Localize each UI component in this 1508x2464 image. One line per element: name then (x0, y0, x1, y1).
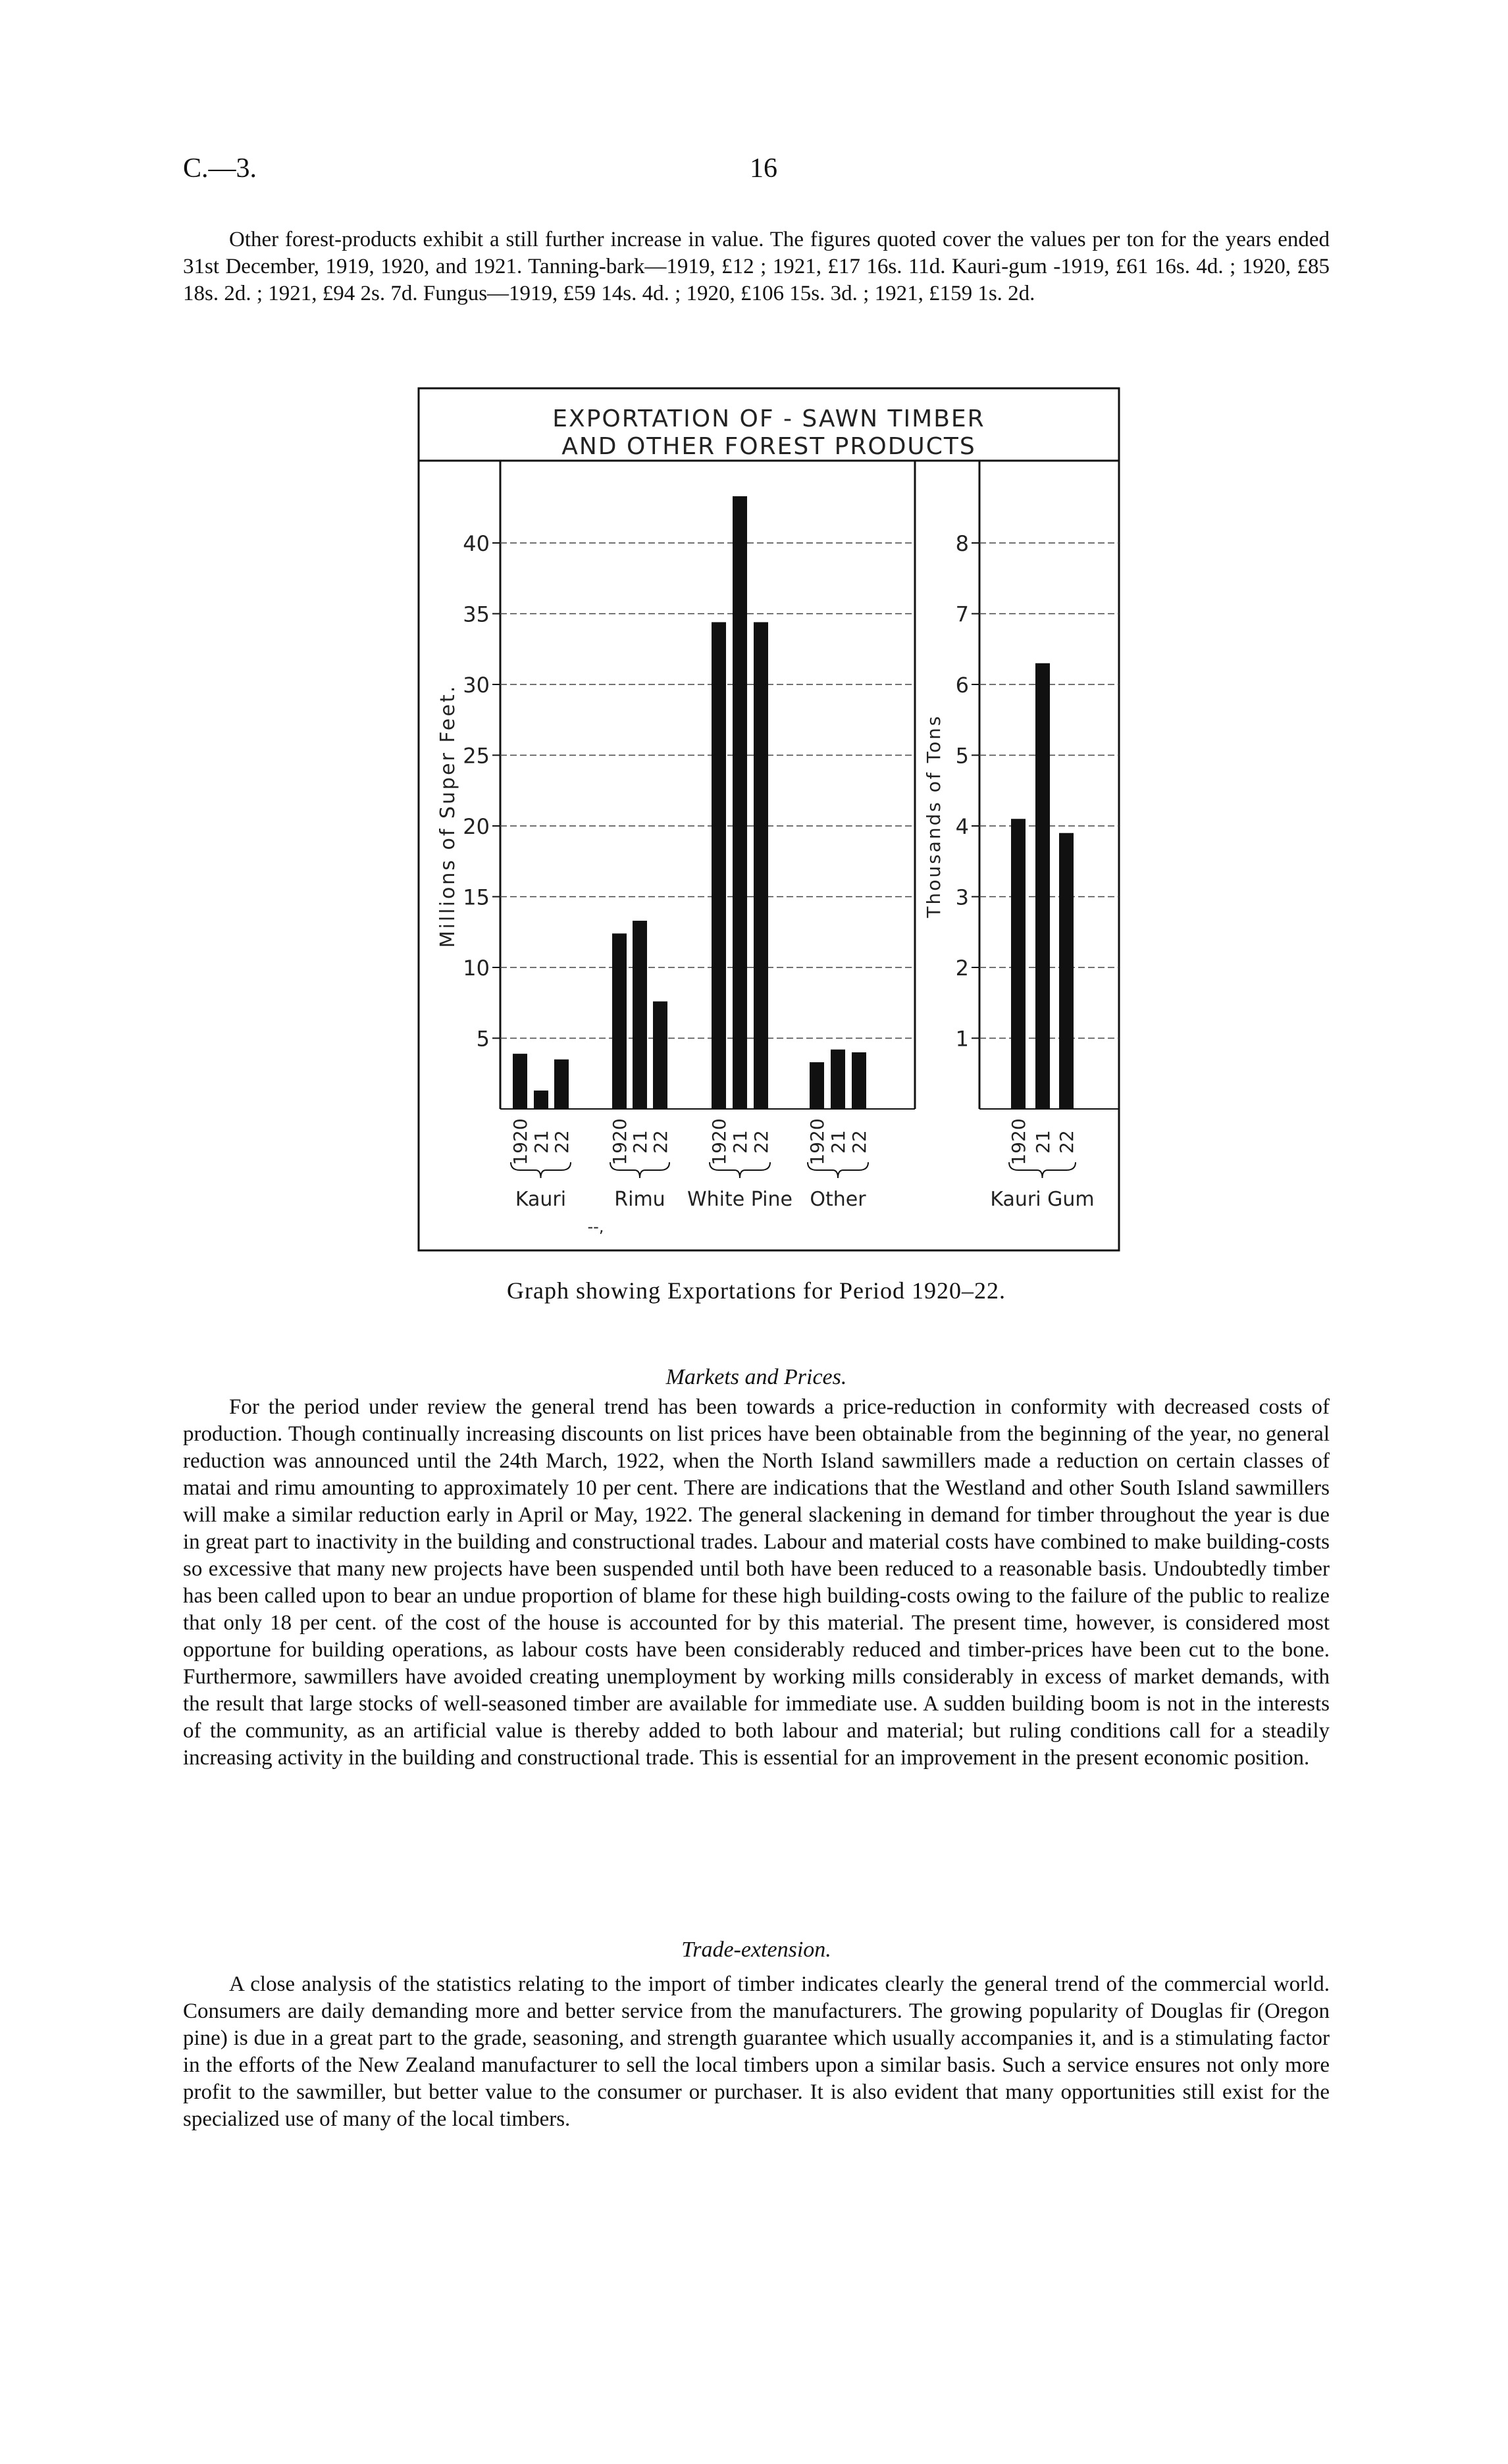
bar-kauri-gum (1035, 663, 1050, 1109)
right-tick-label: 3 (955, 885, 969, 910)
left-tick-label: 5 (476, 1026, 490, 1052)
year-label: 1920 (806, 1118, 828, 1166)
left-tick-label: 40 (463, 531, 490, 556)
chart-title-line2: AND OTHER FOREST PRODUCTS (561, 433, 976, 460)
bar-kauri-gum (1059, 833, 1074, 1109)
bar-kauri (513, 1054, 527, 1109)
left-tick-label: 10 (463, 956, 490, 981)
bar-white-pine (733, 496, 747, 1109)
group-label: White Pine (687, 1188, 793, 1211)
right-tick-label: 5 (955, 743, 969, 769)
bar-other (810, 1062, 824, 1109)
intro-text: Other forest-products exhibit a still further increase in value. The figures quoted cover the values per ton for the years ended 31st December, 1919, 1920, and 1921. Tanning-bark—1919, £12 ; 1921, £17 16s. 11d. Kauri-gum -1919, £61 16s. 4d. ; 1920, £85 18s. 2d. ; 1921, £94 2s. 7d. Fungus—1919, £59 14s. 4d. ; 1920, £106 15s. 3d. ; 1921, £159 1s. 2d. (183, 228, 1330, 305)
chart-bars (513, 496, 1074, 1109)
bar-other (852, 1052, 866, 1109)
left-axis-title: Millions of Super Feet. (436, 684, 459, 948)
left-tick-label: 25 (463, 743, 490, 769)
stray-mark: --, (587, 1218, 604, 1236)
year-label: 22 (551, 1130, 573, 1154)
group-label: Kauri Gum (990, 1188, 1095, 1211)
markets-text: For the period under review the general trend has been towards a price-reduction in conformity with decreased costs of production. Though continually increasing discounts on list prices have been obtainable from the beginning of the year, no general reduction was announced until the 24th March, 1922, when the North Island sawmillers made a reduction on certain classes of matai and rimu amounting to approximately 10 per cent. There are indications that the Westland and other South Island sawmillers will make a similar reduction early in April or May, 1922. The general slackening in demand for timber throughout the year is due in great part to inactivity in the building and constructional trades. Labour and material costs have combined to make building-costs so excessive that many new projects have been suspended until both have been reduced to a reasonable basis. Undoubtedly timber has been called upon to bear an undue proportion of blame for these high building-costs owing to the failure of the public to realize that only 18 per cent. of the cost of the house is accounted for by this material. The present time, however, is considered most opportune for building operations, as labour costs have been considerably reduced and timber-prices have been cut to the bone. Furthermore, sawmillers have avoided creating unemployment by working mills considerably in excess of market demands, with the result that large stocks of well-seasoned timber are available for immediate use. A sudden building boom is not in the interests of the community, as an artificial value is thereby added to both labour and material; but ruling conditions call for a steadily increasing activity in the building and constructional trade. This is essential for an improvement in the present economic position. (183, 1395, 1330, 1770)
year-label: 21 (629, 1130, 651, 1154)
page-number: 16 (750, 153, 777, 184)
year-label: 21 (827, 1130, 849, 1154)
bar-rimu (633, 921, 647, 1109)
year-label: 22 (650, 1130, 671, 1154)
bar-kauri (554, 1060, 569, 1109)
group-label: Kauri (515, 1188, 567, 1211)
markets-heading: Markets and Prices. (665, 1365, 847, 1389)
report-code: C.—3. (183, 153, 257, 184)
year-label: 22 (1056, 1130, 1078, 1154)
bar-white-pine (712, 622, 726, 1109)
year-label: 22 (750, 1130, 772, 1154)
bar-other (831, 1050, 845, 1109)
bar-kauri (534, 1091, 548, 1109)
year-label: 1920 (708, 1118, 730, 1166)
trade-text: A close analysis of the statistics relating to the import of timber indicates clearly the general trend of the commercial world. Consumers are daily demanding more and better service from the manufacturers. The growing popularity of Douglas fir (Oregon pine) is due in a great part to the grade, seasoning, and strength guarantee which usually accompanies it, and is a stimulating factor in the efforts of the New Zealand manufacturer to sell the local timbers upon a similar basis. Such a service ensures not only more profit to the sawmiller, but better value to the consumer or purchaser. It is also evident that many opportunities still exist for the specialized use of many of the local timbers. (183, 1972, 1330, 2131)
right-tick-label: 7 (955, 602, 969, 627)
right-tick-label: 6 (955, 673, 969, 698)
left-tick-label: 20 (463, 814, 490, 839)
left-tick-label: 35 (463, 602, 490, 627)
year-label: 21 (1032, 1130, 1054, 1154)
bar-rimu (612, 933, 627, 1109)
chart-title-line1: EXPORTATION OF - SAWN TIMBER (552, 405, 985, 432)
right-axis-title: Thousands of Tons (923, 714, 945, 918)
group-label: Other (810, 1188, 866, 1211)
right-tick-label: 8 (955, 531, 969, 556)
right-tick-label: 1 (955, 1026, 969, 1052)
year-label: 22 (848, 1130, 870, 1154)
right-tick-label: 2 (955, 956, 969, 981)
markets-paragraph (183, 1394, 1330, 1772)
year-label: 21 (729, 1130, 751, 1154)
chart-caption: Graph showing Exportations for Period 1920–22. (507, 1277, 1006, 1304)
left-tick-label: 30 (463, 673, 490, 698)
bar-rimu (653, 1002, 667, 1109)
group-label: Rimu (614, 1188, 665, 1211)
right-tick-label: 4 (955, 814, 969, 839)
bar-kauri-gum (1011, 819, 1026, 1109)
bar-white-pine (754, 622, 768, 1109)
year-label: 1920 (609, 1118, 631, 1166)
year-label: 1920 (1008, 1118, 1029, 1166)
trade-paragraph (183, 1971, 1330, 2133)
year-label: 1920 (509, 1118, 531, 1166)
year-label: 21 (531, 1130, 552, 1154)
trade-heading: Trade-extension. (681, 1938, 831, 1962)
left-tick-label: 15 (463, 885, 490, 910)
